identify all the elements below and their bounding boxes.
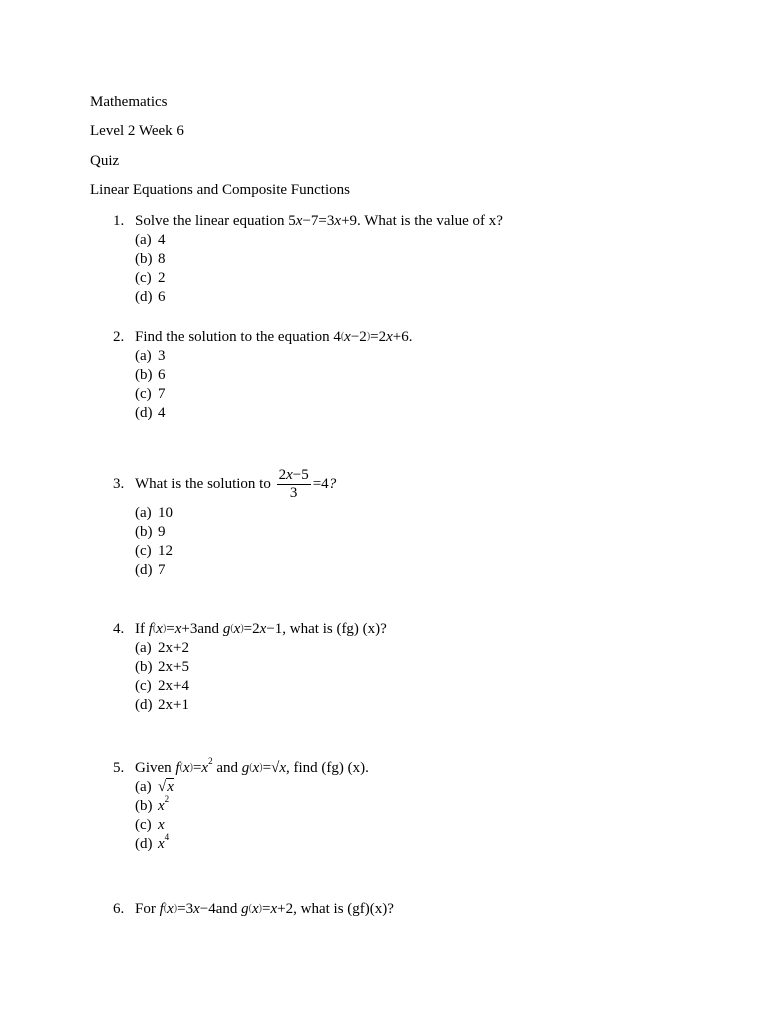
answer-option[interactable]: (c) 7 bbox=[135, 386, 166, 402]
answer-option[interactable]: (a) 3 bbox=[135, 348, 166, 364]
question-1 bbox=[113, 211, 503, 307]
question-5 bbox=[113, 756, 369, 854]
answer-option[interactable]: (a) 2x+2 bbox=[135, 640, 189, 656]
g-definition: g(x)=2x−1 bbox=[222, 621, 283, 637]
answer-options bbox=[135, 231, 166, 307]
subject-line: Mathematics bbox=[90, 94, 168, 110]
question-number: 1. bbox=[113, 213, 125, 229]
answer-option[interactable]: (d) 6 bbox=[135, 289, 166, 305]
answer-option[interactable]: (b) $x^2$ bbox=[135, 794, 170, 814]
square-root-sign: √ bbox=[271, 760, 280, 776]
answer-option[interactable]: (a) 10 bbox=[135, 505, 173, 521]
level-line: Level 2 Week 6 bbox=[90, 123, 184, 139]
answer-option[interactable]: (c) 12 bbox=[135, 543, 173, 559]
answer-option[interactable]: (b) 9 bbox=[135, 524, 166, 540]
answer-option[interactable]: (d) $x^4$ bbox=[135, 832, 170, 852]
fraction bbox=[277, 467, 311, 502]
answer-options bbox=[135, 504, 173, 580]
answer-option[interactable]: (b) 2x+5 bbox=[135, 659, 189, 675]
g-definition: g(x)=x+2 bbox=[241, 901, 294, 917]
question-text: For f(x)=3x−4and g(x)=x+2, what is (gf)(x)? bbox=[135, 901, 394, 917]
answer-option[interactable]: (a) 4 bbox=[135, 232, 166, 248]
answer-option[interactable]: (b) 8 bbox=[135, 251, 166, 267]
answer-options bbox=[135, 778, 174, 854]
question-number: 2. bbox=[113, 329, 125, 345]
fraction-denominator: 3 bbox=[289, 485, 298, 502]
question-text: What is the solution to $\frac{2x-5}{3}$ =4? bbox=[135, 467, 337, 502]
answer-options bbox=[135, 639, 189, 715]
answer-option[interactable]: (a) √x bbox=[135, 779, 174, 795]
equation: 4(x−2)=2x+6 bbox=[333, 329, 409, 345]
question-number: 6. bbox=[113, 901, 125, 917]
question-text: Given $f(x)=x^2$ and g(x)=√x, find (fg) (x). bbox=[135, 756, 369, 776]
question-3 bbox=[113, 464, 337, 580]
question-4 bbox=[113, 619, 387, 715]
question-2 bbox=[113, 327, 413, 423]
f-definition: f(x)=x+3 bbox=[148, 621, 198, 637]
answer-option[interactable]: (d) 4 bbox=[135, 405, 166, 421]
question-text: Solve the linear equation 5x−7=3x+9. What is the value of x? bbox=[135, 213, 503, 229]
answer-option[interactable]: (b) 6 bbox=[135, 367, 166, 383]
question-number: 3. bbox=[113, 476, 125, 492]
g-definition: g(x)=√x bbox=[241, 760, 286, 776]
question-number: 5. bbox=[113, 760, 125, 776]
topic-line: Linear Equations and Composite Functions bbox=[90, 182, 350, 198]
answer-option[interactable]: (c) x bbox=[135, 817, 165, 833]
answer-option[interactable]: (d) 7 bbox=[135, 562, 166, 578]
fraction-numerator: 2x−5 bbox=[278, 467, 309, 484]
square-root-sign: √ bbox=[158, 779, 167, 795]
question-text: Find the solution to the equation 4(x−2)=2x+6. bbox=[135, 329, 413, 345]
equation: 5x−7=3x+9 bbox=[288, 213, 358, 229]
question-number: 4. bbox=[113, 621, 125, 637]
answer-options bbox=[135, 347, 166, 423]
answer-option[interactable]: (c) 2 bbox=[135, 270, 166, 286]
answer-option[interactable]: (c) 2x+4 bbox=[135, 678, 189, 694]
quiz-line: Quiz bbox=[90, 153, 120, 169]
f-definition: $f(x)=x^2$ bbox=[175, 756, 213, 776]
f-definition: f(x)=3x−4 bbox=[159, 901, 216, 917]
question-text: If f(x)=x+3and g(x)=2x−1, what is (fg) (x)? bbox=[135, 621, 387, 637]
answer-option[interactable]: (d) 2x+1 bbox=[135, 697, 189, 713]
